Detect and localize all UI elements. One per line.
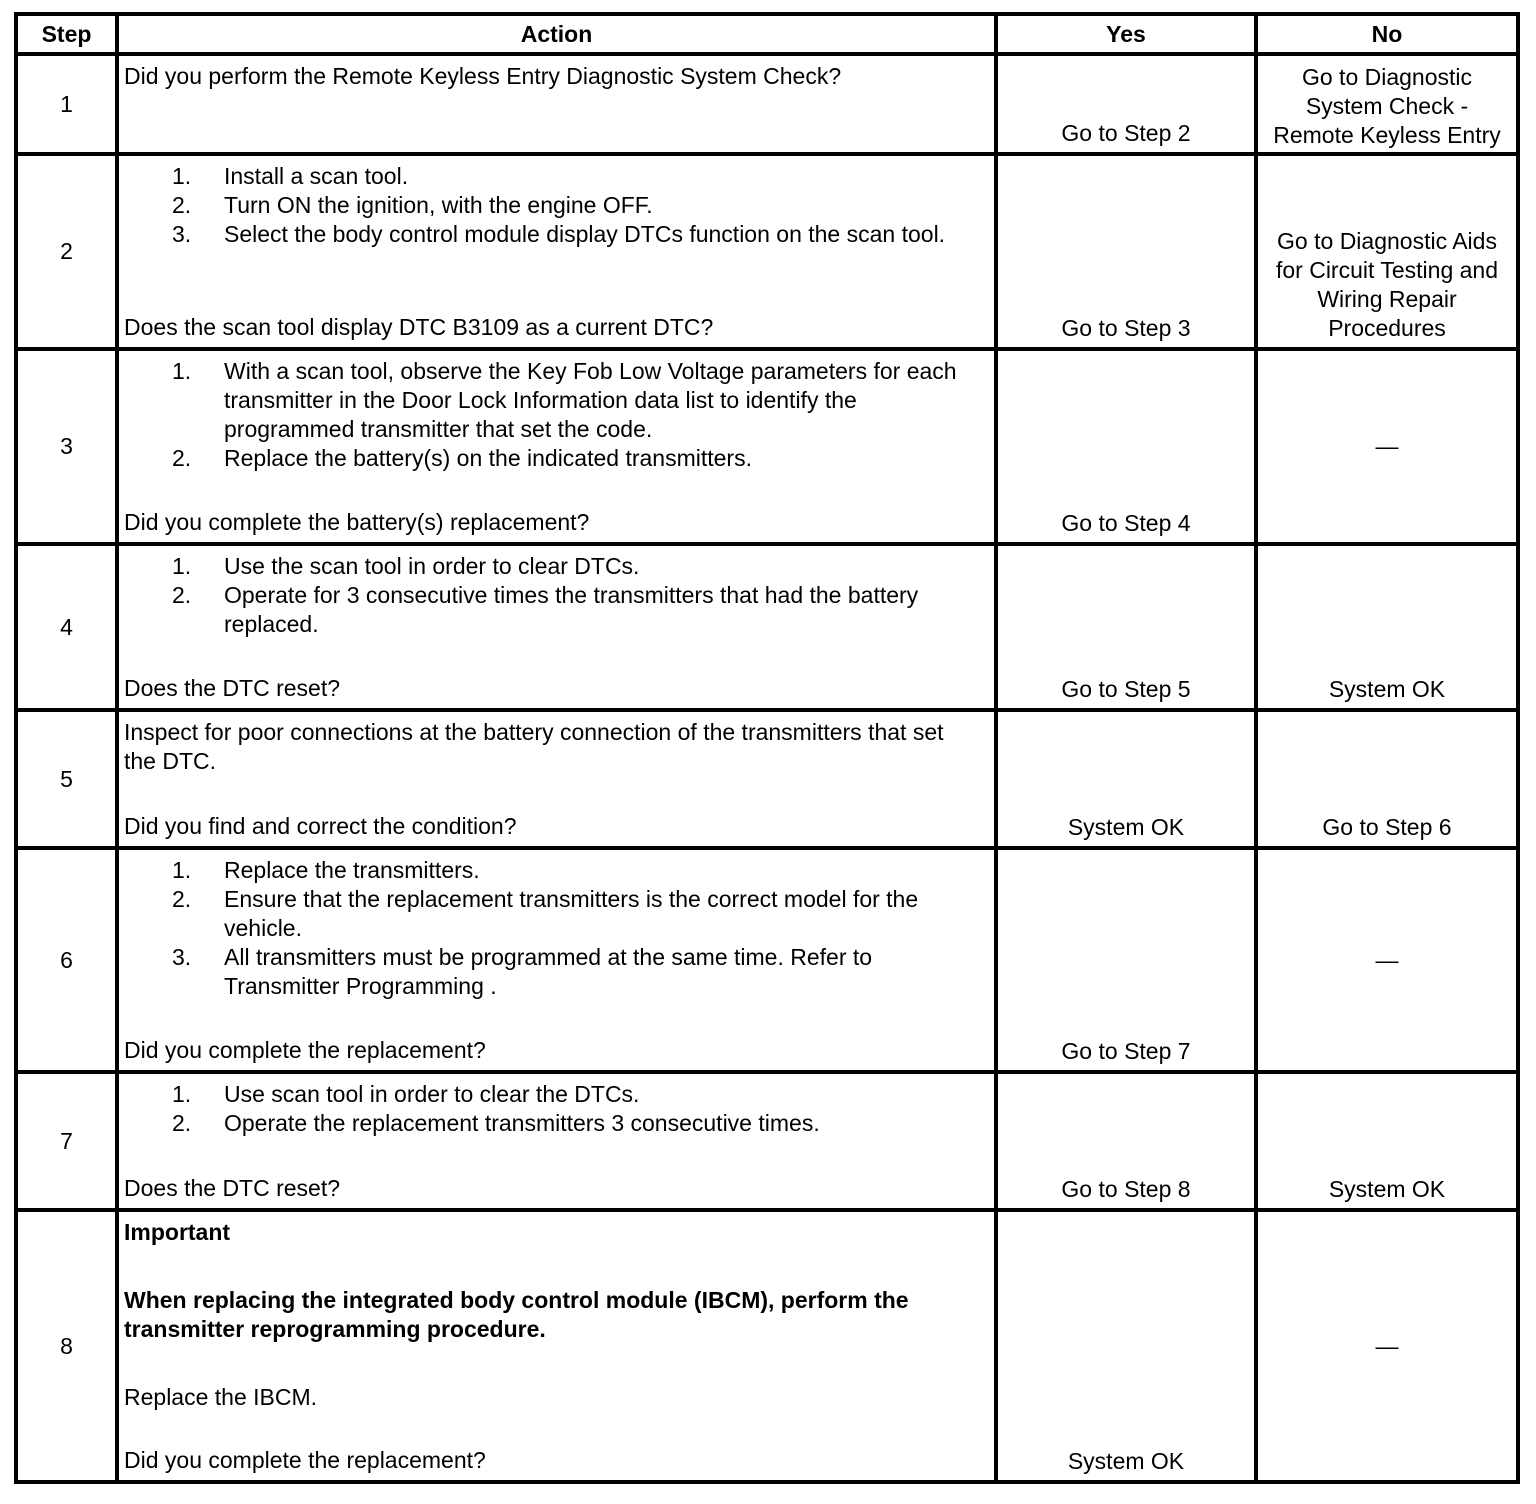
step-number: 5 [16,710,117,848]
list-item: 1. Use scan tool in order to clear the DTCs. [172,1081,640,1107]
list-item: 2. Turn ON the ignition, with the engine OFF. [172,192,653,218]
step-number: 2 [16,154,117,349]
step-number: 3 [16,349,117,544]
list-item: 3. All transmitters must be programmed at the same time. Refer to Transmitter Programming . [172,944,873,999]
table-row [16,154,1518,349]
no-line: Remote Keyless Entry [1273,122,1501,148]
header-action: Action [117,14,996,54]
no-line: System Check - [1305,93,1469,119]
action-list [124,357,978,473]
action-cell [117,154,996,349]
yes-cell [996,544,1256,710]
action-question: Does the DTC reset? [124,675,341,701]
important-text: When replacing the integrated body control module (IBCM), perform the transmitter reprogramming procedure. [124,1287,909,1342]
action-question: Does the DTC reset? [124,1175,341,1201]
header-yes: Yes [996,14,1256,54]
list-item: 2. Ensure that the replacement transmitters is the correct model for the vehicle. [172,886,919,941]
action-cell [117,54,996,154]
no-cell [1256,54,1518,154]
step-number: 8 [16,1210,117,1482]
no-cell [1256,710,1518,848]
diagnostic-table [14,12,1520,1484]
action-list [124,162,978,249]
table-row [16,1072,1518,1210]
table-row [16,544,1518,710]
action-cell [117,1072,996,1210]
action-cell [117,544,996,710]
yes-result: Go to Step 4 [1061,510,1191,536]
list-item: 1. Install a scan tool. [172,163,409,189]
no-cell [1256,544,1518,710]
yes-cell [996,710,1256,848]
list-item: 2. Operate the replacement transmitters 3 consecutive times. [172,1110,820,1136]
no-line: Wiring Repair [1317,286,1457,312]
no-cell [1256,349,1518,544]
table-row [16,848,1518,1072]
list-item: 1. With a scan tool, observe the Key Fob Low Voltage parameters for each transmitter in the Door Lock Information data list to identify the programmed transmitter that set the code. [172,358,957,442]
action-text: Inspect for poor connections at the battery connection of the transmitters that set the DTC. [124,719,944,774]
yes-result: Go to Step 8 [1061,1176,1191,1202]
action-text: Replace the IBCM. [124,1384,318,1410]
no-result [1258,227,1516,343]
important-label: Important [124,1219,231,1245]
header-row [16,14,1518,54]
action-text: Did you perform the Remote Keyless Entry Diagnostic System Check? [124,63,842,89]
action-question: Does the scan tool display DTC B3109 as a current DTC? [124,314,714,340]
yes-cell [996,848,1256,1072]
action-cell [117,1210,996,1482]
no-result: — [1375,433,1399,459]
no-cell [1256,848,1518,1072]
header-no: No [1256,14,1518,54]
step-number: 7 [16,1072,117,1210]
no-result: System OK [1328,1176,1446,1202]
yes-cell [996,54,1256,154]
no-line: Go to Diagnostic Aids [1277,228,1497,254]
step-number: 4 [16,544,117,710]
action-question: Did you find and correct the condition? [124,813,517,839]
no-result [1258,63,1516,150]
no-line: Go to Diagnostic [1301,64,1473,90]
action-list [124,552,978,639]
table-row [16,710,1518,848]
yes-result: Go to Step 7 [1061,1038,1191,1064]
yes-cell [996,1210,1256,1482]
table-row [16,54,1518,154]
list-item: 3. Select the body control module display DTCs function on the scan tool. [172,221,946,247]
yes-result: System OK [1067,814,1185,840]
header-step: Step [16,14,117,54]
no-result: — [1375,946,1399,973]
action-question: Did you complete the replacement? [124,1037,486,1063]
step-number: 6 [16,848,117,1072]
action-list [124,856,978,1001]
step-number: 1 [16,54,117,154]
action-cell [117,848,996,1072]
action-cell [117,349,996,544]
table-row [16,349,1518,544]
no-result: Go to Step 6 [1322,814,1452,840]
no-cell [1256,1210,1518,1482]
no-result: System OK [1328,676,1446,702]
yes-result: System OK [1067,1448,1185,1474]
action-list [124,1080,978,1138]
no-result: — [1375,1332,1399,1359]
action-question: Did you complete the battery(s) replacement? [124,509,590,535]
no-cell [1256,154,1518,349]
no-line: Procedures [1328,315,1446,341]
action-cell [117,710,996,848]
yes-result: Go to Step 2 [1061,120,1191,146]
no-cell [1256,1072,1518,1210]
yes-result: Go to Step 3 [1061,315,1191,341]
list-item: 2. Replace the battery(s) on the indicated transmitters. [172,445,752,471]
yes-result: Go to Step 5 [1061,676,1191,702]
list-item: 1. Replace the transmitters. [172,857,480,883]
yes-cell [996,154,1256,349]
list-item: 2. Operate for 3 consecutive times the transmitters that had the battery replaced. [172,582,919,637]
no-line: for Circuit Testing and [1275,257,1498,283]
yes-cell [996,349,1256,544]
table-row [16,1210,1518,1482]
list-item: 1. Use the scan tool in order to clear DTCs. [172,553,640,579]
yes-cell [996,1072,1256,1210]
action-question: Did you complete the replacement? [124,1447,486,1473]
